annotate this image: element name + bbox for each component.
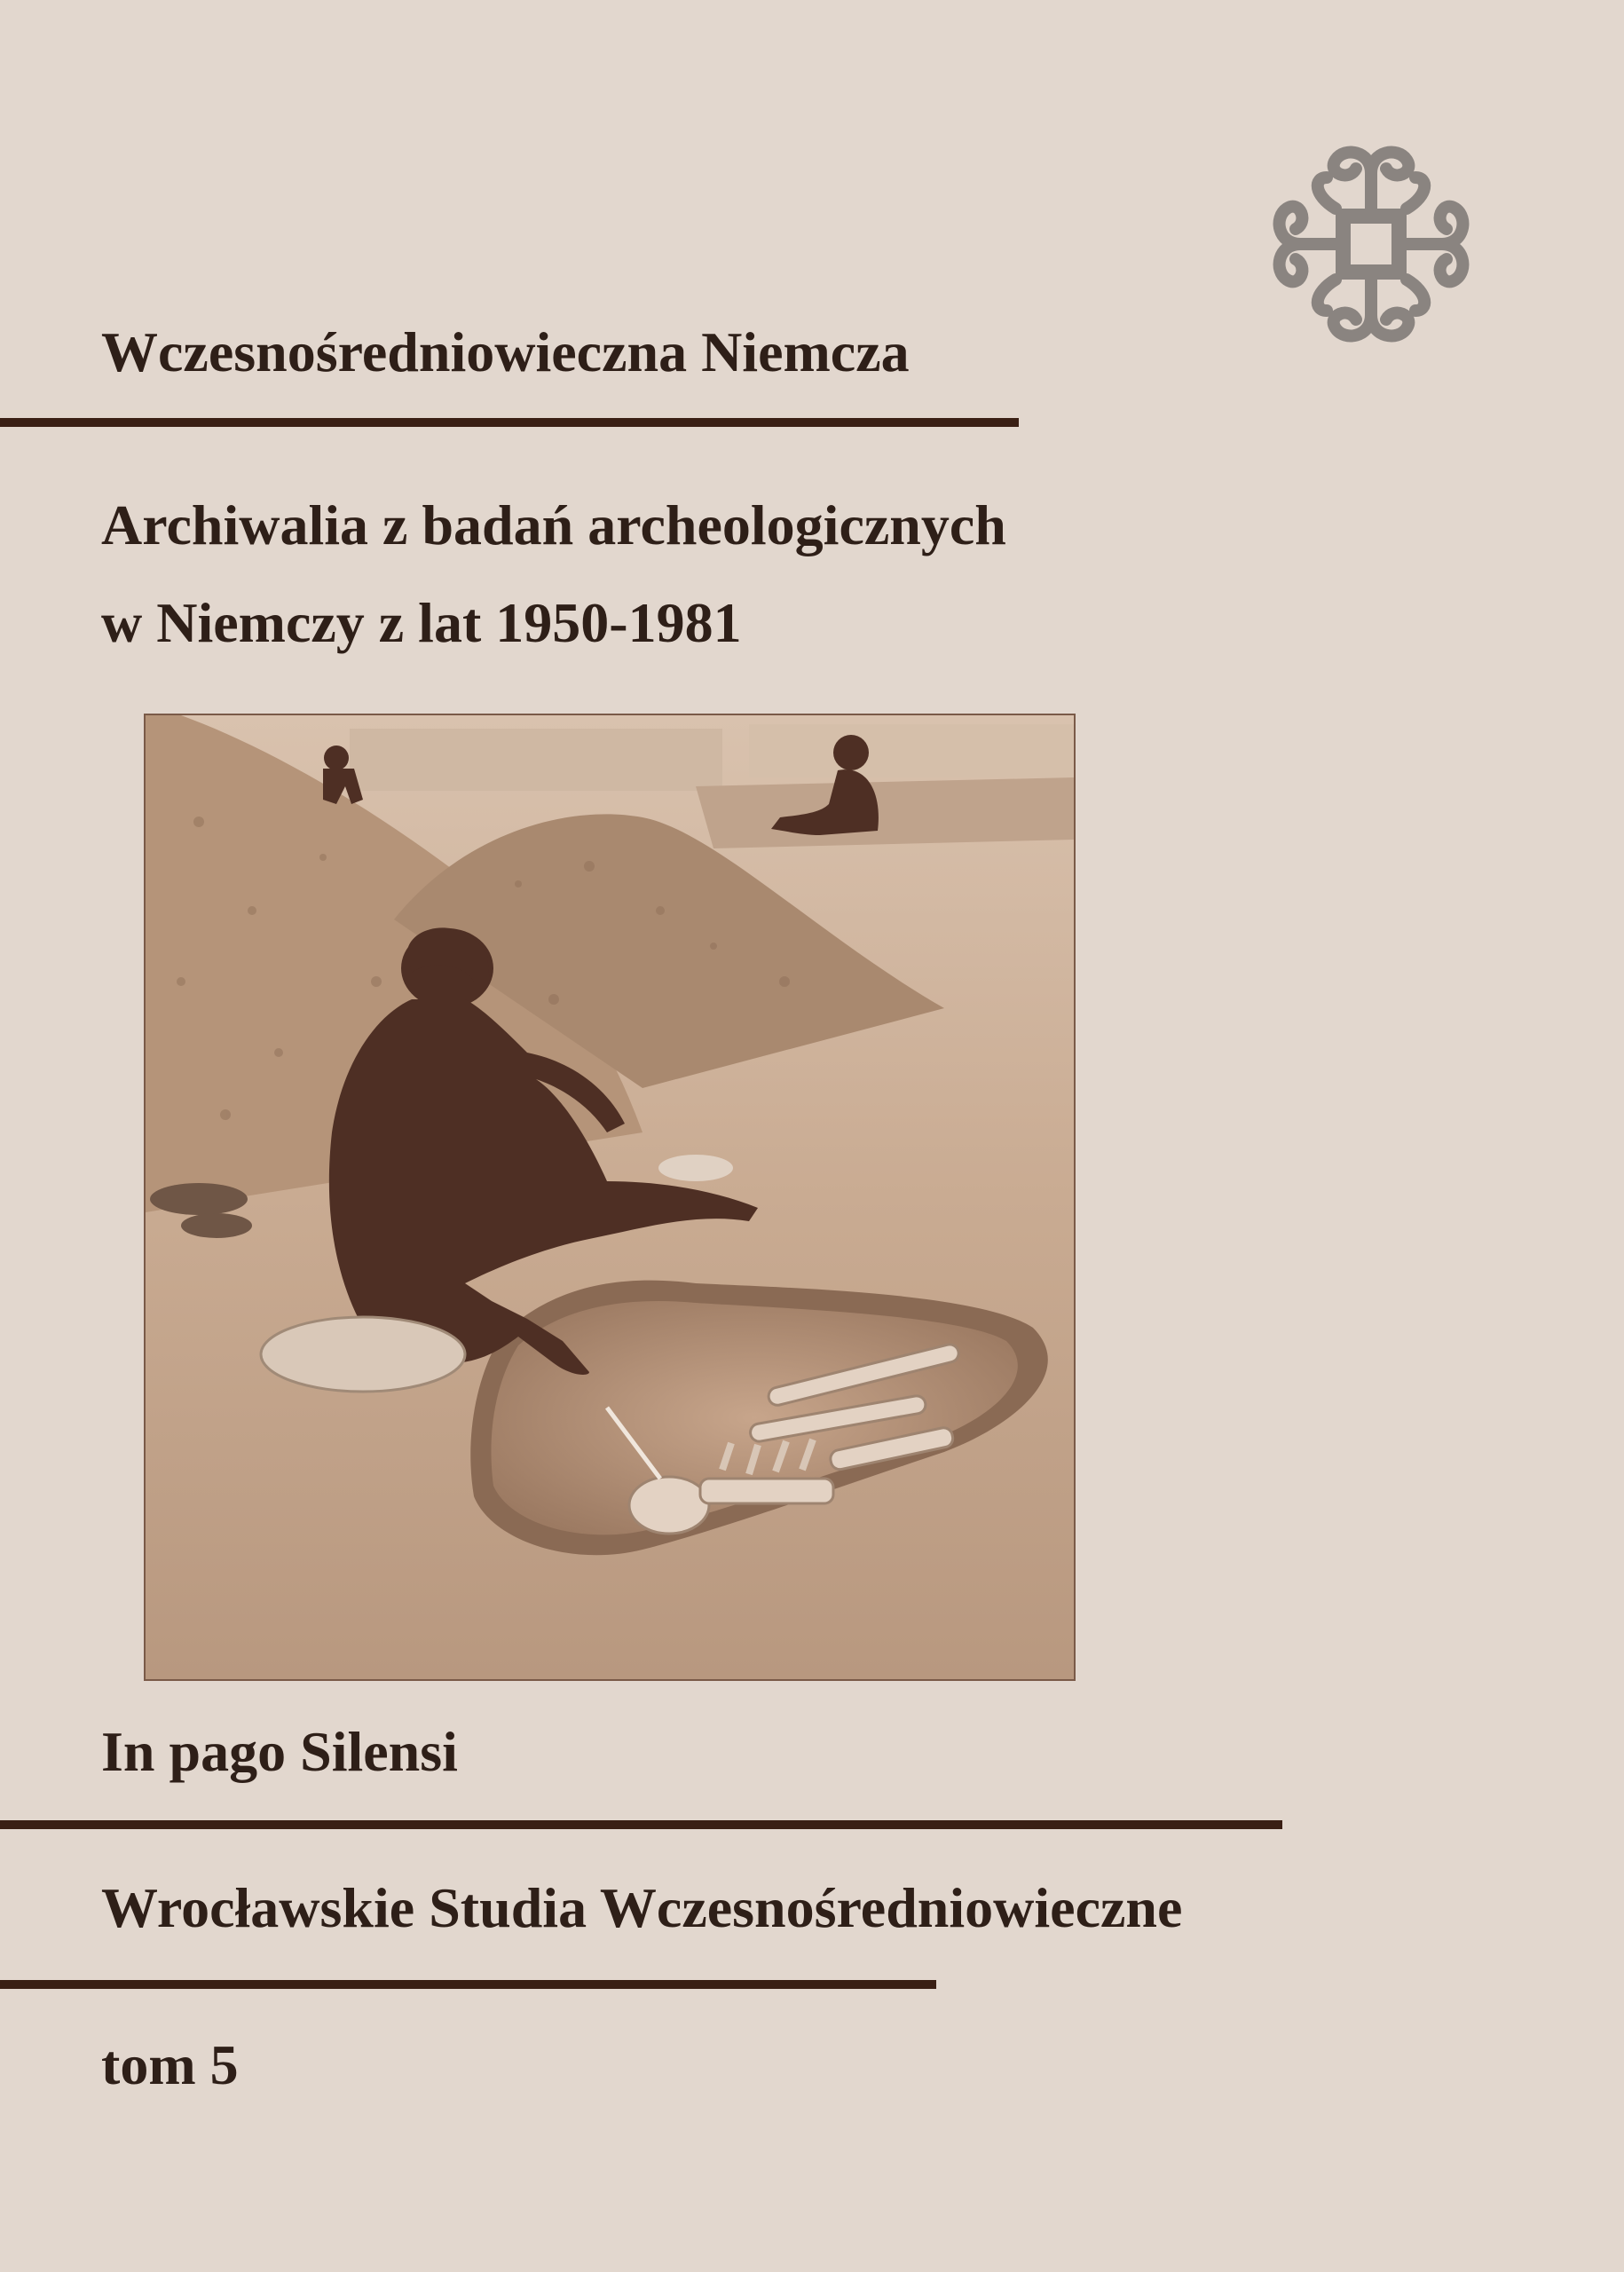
volume-number: tom 5 <box>101 2033 239 2096</box>
cover-photo <box>144 714 1076 1681</box>
excavation-photo <box>146 715 1074 1679</box>
divider-rule <box>0 1820 1282 1829</box>
divider-rule <box>0 418 1019 427</box>
book-title-line-1: Archiwalia z badań archeologicznych <box>101 493 1006 556</box>
ornament-logo-icon <box>1251 124 1491 364</box>
series-in-pago-silensi: In pago Silensi <box>101 1720 458 1783</box>
series-title: Wczesnośredniowieczna Niemcza <box>101 320 910 383</box>
book-title-line-2: w Niemczy z lat 1950-1981 <box>101 591 742 654</box>
series-wroclawskie-studia: Wrocławskie Studia Wczesnośredniowieczne <box>101 1876 1183 1939</box>
divider-rule <box>0 1980 936 1989</box>
